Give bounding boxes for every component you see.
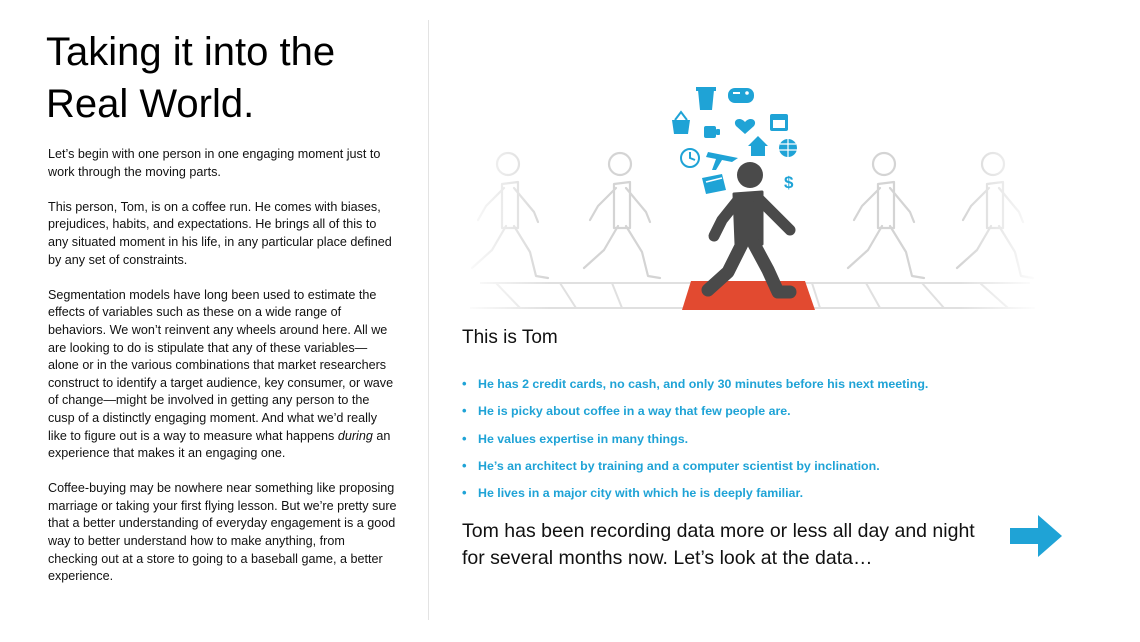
house-icon xyxy=(748,136,768,156)
gamepad-icon xyxy=(728,88,754,103)
airplane-icon xyxy=(706,152,738,170)
dollar-icon: $ xyxy=(784,173,794,192)
subtitle: This is Tom xyxy=(462,327,558,348)
closing-line-1: Tom has been recording data more or less all day and night xyxy=(462,520,975,542)
interest-icons xyxy=(672,87,797,194)
paragraph-2: This person, Tom, is on a coffee run. He comes with biases, prejudices, habits, and expectations. He brings all of this to any situated moment in his life, in any particular place defined by any set of constraints. xyxy=(48,199,392,267)
title-line-2: Real World. xyxy=(46,82,255,126)
clock-icon xyxy=(681,149,699,167)
shopping-basket-icon xyxy=(672,112,690,134)
list-item: • He has 2 credit cards, no cash, and only 30 minutes before his next meeting. xyxy=(462,374,1022,401)
next-arrow-icon[interactable] xyxy=(1010,515,1062,557)
slide-title xyxy=(46,26,406,130)
tom-facts-list xyxy=(462,374,1022,510)
paragraph-1: Let’s begin with one person in one engaging moment just to work through the moving parts. xyxy=(48,147,381,179)
list-item: • He’s an architect by training and a computer scientist by inclination. xyxy=(462,456,1022,483)
paragraph-3-part-a: Segmentation models have long been used to estimate the effects of variables such as these on a wide range of behaviors. We won’t reinvent any wheels around here. All we are looking to do is stipulate that any of these variables—alone or in the various combinations that market researchers construct to identify a target audience, key consumer, or wave of change—might be involved in getting any person to the cusp of a distinctly engaging moment. And what we’d really like to figure out is a way to measure what happens xyxy=(48,287,394,443)
title-line-1: Taking it into the xyxy=(46,30,336,74)
heart-icon xyxy=(735,119,755,134)
book-icon xyxy=(702,174,726,194)
paragraph-3-emphasis: during xyxy=(337,428,373,443)
closing-line-2: for several months now. Let’s look at the data… xyxy=(462,547,873,569)
cup-icon xyxy=(704,126,720,138)
coffee-cup-icon xyxy=(696,87,716,110)
paragraph-4: Coffee-buying may be nowhere near something like proposing marriage or taking your first flying lesson. But we’re pretty sure that a better understanding of everyday engagement is a good way to better understand how to make anything, from checking out at a store to going to a baseball game, a better experience. xyxy=(48,481,397,584)
list-item: • He is picky about coffee in a way that few people are. xyxy=(462,401,1022,428)
tom-illustration xyxy=(460,78,1040,318)
column-divider xyxy=(428,20,429,620)
globe-icon xyxy=(779,139,797,157)
body-text xyxy=(48,146,398,603)
paragraph-3 xyxy=(48,287,398,463)
closing-statement xyxy=(462,518,1002,572)
list-item: • He values expertise in many things. xyxy=(462,429,1022,456)
paragraph-3-part-b: an experience that makes it an engaging one. xyxy=(48,428,391,461)
calendar-icon xyxy=(770,114,788,131)
list-item: • He lives in a major city with which he is deeply familiar. xyxy=(462,483,1022,510)
